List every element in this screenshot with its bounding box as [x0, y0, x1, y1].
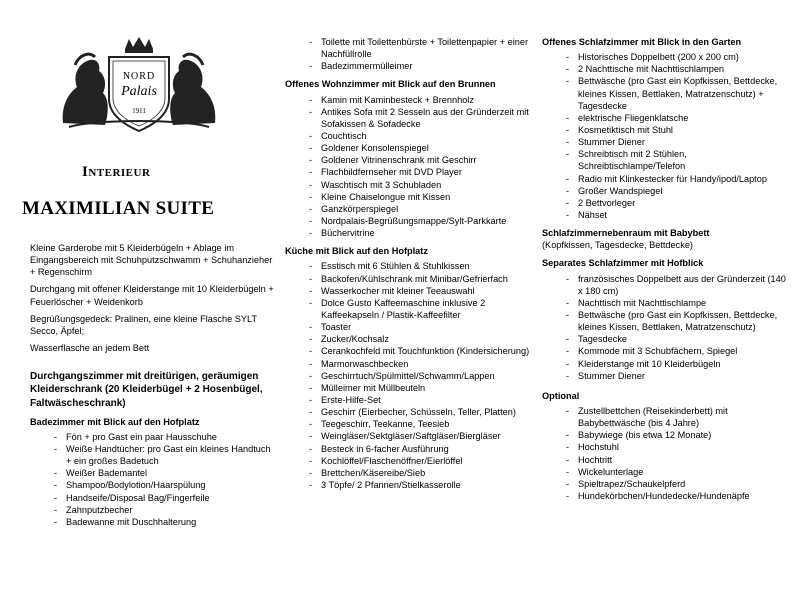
- bad-heading: Badezimmer mit Blick auf den Hofplatz: [30, 416, 200, 427]
- list-item: - Besteck in 6-facher Ausführung: [309, 443, 530, 455]
- list-item: - Hochstuhl: [566, 441, 792, 453]
- intro-garderobe: Kleine Garderobe mit 5 Kleiderbügeln + Ablage im Eingangsbereich mit Schuhputzschwamm + Schuhanzieher + Regenschirm: [30, 243, 273, 278]
- list-item: - Nähset: [566, 209, 792, 221]
- list-item: - 2 Nachttische mit Nachttischlampen: [566, 63, 792, 75]
- list-item: - Büchervitrine: [309, 227, 530, 239]
- list-item: - Zustellbettchen (Reisekinderbett) mit Babybettwäsche (bis 4 Jahre): [566, 405, 792, 429]
- list-item: - Wasserkocher mit kleiner Teeauswahl: [309, 285, 530, 297]
- list-item: - Hundekörbchen/Hundedecke/Hundenäpfe: [566, 490, 792, 502]
- list-item: - Handseife/Disposal Bag/Fingerfeile: [54, 492, 275, 504]
- list-item: - Babywiege (bis etwa 12 Monate): [566, 429, 792, 441]
- list-item: - Geschirrtuch/Spülmittel/Schwamm/Lappen: [309, 370, 530, 382]
- list-item: - Goldener Vitrinenschrank mit Geschirr: [309, 154, 530, 166]
- nord-palais-logo: [55, 35, 223, 135]
- list-item: - Toaster: [309, 321, 530, 333]
- list-item: - Weißer Bademantel: [54, 467, 275, 479]
- list-item: - Nordpalais-Begrüßungsmappe/Sylt-Parkkarte: [309, 215, 530, 227]
- list-item: - Backofen/Kühlschrank mit Minibar/Gefrierfach: [309, 273, 530, 285]
- list-item: - Dolce Gusto Kaffeemaschine inklusive 2 Kaffeekapseln / Plastik-Kaffeefilter: [309, 297, 530, 321]
- intro-wasser: Wasserflasche an jedem Bett: [30, 342, 150, 353]
- list-item: - Bettwäsche (pro Gast ein Kopfkissen, Bettdecke, kleines Kissen, Bettlaken, Matratzenschutz) + Tagesdecke: [566, 75, 792, 111]
- list-item: - Kommode mit 3 Schubfächern, Spiegel: [566, 345, 792, 357]
- durchgangszimmer-heading: Durchgangszimmer mit dreitürigen, geräumigen Kleiderschrank (20 Kleiderbügel + 2 Hosenbügel, Faltwäscheschrank): [30, 371, 263, 409]
- list-item: - Marmorwaschbecken: [309, 358, 530, 370]
- list-item: - Wickelunterlage: [566, 466, 792, 478]
- list-item: - Historisches Doppelbett (200 x 200 cm): [566, 51, 792, 63]
- list-item: - Kleine Chaiselongue mit Kissen: [309, 191, 530, 203]
- list-item: - Weiße Handtücher: pro Gast ein kleines Handtuch + ein großes Badetuch: [54, 443, 275, 467]
- list-item: - Esstisch mit 6 Stühlen & Stuhlkissen: [309, 260, 530, 272]
- list-item: - Antikes Sofa mit 2 Sesseln aus der Gründerzeit mit Sofakissen & Sofadecke: [309, 106, 530, 130]
- list-item: - Goldener Konsolenspiegel: [309, 142, 530, 154]
- list-item: - Großer Wandspiegel: [566, 185, 792, 197]
- list-item: - Kochlöffel/Flaschenöffner/Eierlöffel: [309, 455, 530, 467]
- list-item: - Zahnputzbecher: [54, 504, 275, 516]
- list-item: - Waschtisch mit 3 Schubladen: [309, 179, 530, 191]
- logo-year: 1911: [132, 107, 146, 115]
- list-item: - Tagesdecke: [566, 333, 792, 345]
- wohn-heading: Offenes Wohnzimmer mit Blick auf den Brunnen: [285, 79, 496, 90]
- wohn-list: [285, 94, 530, 240]
- schlaf-list: [542, 51, 792, 221]
- list-item: - Toilette mit Toilettenbürste + Toilettenpapier + einer Nachfüllrolle: [309, 36, 530, 60]
- neben-heading: Schlafzimmernebenraum mit Babybett: [542, 228, 710, 239]
- list-item: - Stummer Diener: [566, 370, 792, 382]
- list-item: - 3 Töpfe/ 2 Pfannen/Stielkasserolle: [309, 479, 530, 491]
- logo-palais: Palais: [121, 84, 157, 99]
- list-item: - Geschirr (Eierbecher, Schüsseln, Teller, Platten): [309, 406, 530, 418]
- neben-note: (Kopfkissen, Tagesdecke, Bettdecke): [542, 240, 693, 251]
- list-item: - Flachbildfernseher mit DVD Player: [309, 166, 530, 178]
- optional-list: [542, 405, 792, 502]
- list-item: - elektrische Fliegenklatsche: [566, 112, 792, 124]
- list-item: - Ganzkörperspiegel: [309, 203, 530, 215]
- bad-list-cont: [285, 36, 530, 72]
- optional-heading: Optional: [542, 390, 580, 401]
- list-item: - Kamin mit Kaminbesteck + Brennholz: [309, 94, 530, 106]
- kueche-heading: Küche mit Blick auf den Hofplatz: [285, 246, 428, 257]
- list-item: - Kosmetiktisch mit Stuhl: [566, 124, 792, 136]
- list-item: - Weingläser/Sektgläser/Saftgläser/Biergläser: [309, 430, 530, 442]
- intro-begruessung: Begrüßungsgedeck: Pralinen, eine kleine Flasche SYLT Secco, Äpfel;: [30, 313, 257, 336]
- list-item: - Couchtisch: [309, 130, 530, 142]
- kueche-list: [285, 260, 530, 491]
- logo-nord: NORD: [122, 71, 156, 82]
- bad-list: [30, 431, 275, 528]
- list-item: - Kleiderstange mit 10 Kleiderbügeln: [566, 358, 792, 370]
- separat-heading: Separates Schlafzimmer mit Hofblick: [542, 258, 704, 269]
- list-item: - Spieltrapez/Schaukelpferd: [566, 478, 792, 490]
- list-item: - Brettchen/Käsereibe/Sieb: [309, 467, 530, 479]
- schlaf-heading: Offenes Schlafzimmer mit Blick in den Garten: [542, 37, 742, 47]
- title-interieur: Interieur: [82, 164, 151, 180]
- list-item: - Badewanne mit Duschhalterung: [54, 516, 275, 528]
- list-item: - Bettwäsche (pro Gast ein Kopfkissen, Bettdecke, kleines Kissen, Bettlaken, Matratzenschutz): [566, 309, 792, 333]
- list-item: - Nachttisch mit Nachttischlampe: [566, 297, 792, 309]
- list-item: - Shampoo/Bodylotion/Haarspülung: [54, 479, 275, 491]
- list-item: - französisches Doppelbett aus der Gründerzeit (140 x 180 cm): [566, 273, 792, 297]
- list-item: - Fön + pro Gast ein paar Hausschuhe: [54, 431, 275, 443]
- list-item: - Zucker/Kochsalz: [309, 333, 530, 345]
- list-item: - Badezimmermülleimer: [309, 60, 530, 72]
- list-item: - Radio mit Klinkestecker für Handy/ipod/Laptop: [566, 173, 792, 185]
- list-item: - Erste-Hilfe-Set: [309, 394, 530, 406]
- list-item: - Teegeschirr, Teekanne, Teesieb: [309, 418, 530, 430]
- list-item: - Mülleimer mit Müllbeuteln: [309, 382, 530, 394]
- list-item: - Schreibtisch mit 2 Stühlen, Schreibtischlampe/Telefon: [566, 148, 792, 172]
- list-item: - Hochtritt: [566, 454, 792, 466]
- separat-list: [542, 273, 792, 382]
- list-item: - Cerankochfeld mit Touchfunktion (Kindersicherung): [309, 345, 530, 357]
- intro-durchgang: Durchgang mit offener Kleiderstange mit 10 Kleiderbügeln + Feuerlöscher + Weidenkorb: [30, 284, 274, 307]
- title-suite: MAXIMILIAN SUITE: [22, 198, 215, 219]
- list-item: - Stummer Diener: [566, 136, 792, 148]
- list-item: - 2 Bettvorleger: [566, 197, 792, 209]
